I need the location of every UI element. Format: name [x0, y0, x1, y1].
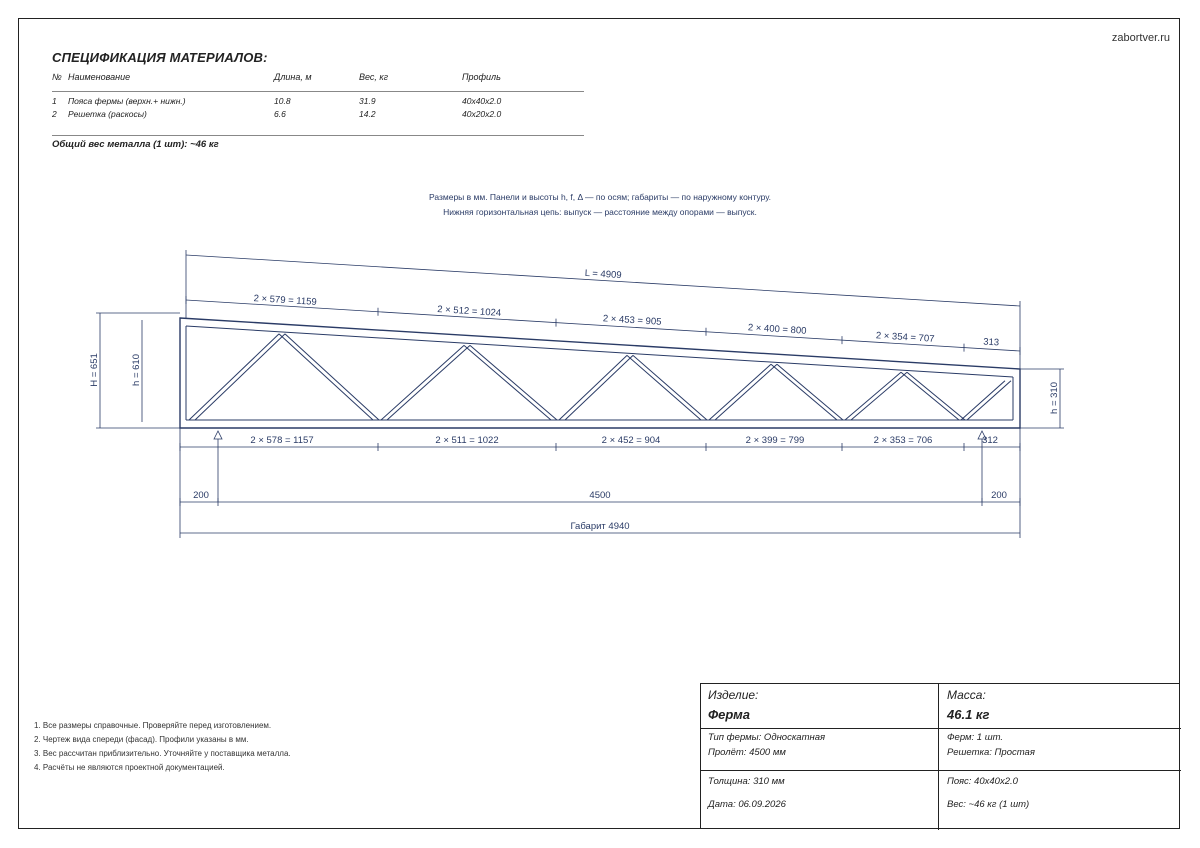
dim-top-3: 2 × 453 = 905 — [602, 313, 662, 328]
dim-bottom-3: 2 × 452 = 904 — [601, 435, 661, 446]
web-diagonal — [470, 345, 557, 420]
dim-bottom-1: 2 × 578 = 1157 — [250, 435, 314, 446]
web-diagonal — [961, 381, 1005, 420]
web-diagonal — [189, 334, 279, 420]
tb-span: Пролёт: 4500 мм — [708, 747, 786, 758]
spec-cell: Решетка (раскосы) — [68, 109, 147, 119]
spec-header-weight: Вес, кг — [359, 72, 389, 82]
truss-web-diagonals — [189, 334, 1011, 420]
tb-mass-label: Масса: — [947, 688, 986, 702]
spec-header-num: № — [52, 72, 62, 82]
tb-mass-value: 46.1 кг — [947, 707, 990, 722]
web-diagonal — [907, 372, 965, 420]
dim-top-6: 313 — [982, 336, 1000, 349]
spec-header-profile: Профиль — [462, 72, 501, 82]
spec-cell: 6.6 — [274, 109, 286, 119]
web-diagonal — [279, 334, 373, 420]
spec-cell: Пояса фермы (верхн.+ нижн.) — [68, 96, 186, 106]
dim-h-label: h = 610 — [131, 354, 142, 386]
general-notes — [34, 719, 291, 775]
dim-top-1: 2 × 579 = 1159 — [253, 293, 318, 308]
web-diagonal — [777, 364, 843, 420]
web-diagonal — [381, 345, 464, 420]
spec-total: Общий вес металла (1 шт): ~46 кг — [52, 139, 219, 150]
tb-product-value: Ферма — [708, 707, 750, 722]
web-diagonal — [851, 372, 907, 420]
web-diagonal — [387, 345, 470, 420]
web-diagonal — [559, 355, 627, 420]
dimension-note-1: Размеры в мм. Панели и высоты h, f, Δ — по осям; габариты — по наружному контуру. — [428, 192, 772, 202]
site-url: zabortver.ru — [1111, 32, 1170, 44]
tb-divider-h1 — [701, 728, 1181, 729]
web-diagonal — [715, 364, 777, 420]
dim-gabarit: Габарит 4940 — [570, 521, 630, 532]
web-diagonal — [633, 355, 707, 420]
spec-cell: 1 — [52, 96, 57, 106]
web-diagonal — [464, 345, 551, 420]
tb-divider-v — [938, 684, 939, 830]
note-item: 3. Вес рассчитан приблизительно. Уточняйте у поставщика металла. — [34, 749, 291, 758]
tb-divider-h2 — [701, 770, 1181, 771]
web-diagonal — [967, 381, 1011, 420]
dimension-ticks — [180, 296, 1020, 506]
tb-product-label: Изделие: — [708, 688, 759, 702]
tb-chord: Пояс: 40x40x2.0 — [947, 776, 1018, 787]
tb-weight: Вес: ~46 кг (1 шт) — [947, 799, 1030, 810]
dim-overhang-left: 200 — [193, 490, 209, 501]
web-diagonal — [845, 372, 901, 420]
dim-overhang-right: 200 — [991, 490, 1007, 501]
tb-thickness: Толщина: 310 мм — [708, 776, 785, 787]
note-item: 2. Чертеж вида спереди (фасад). Профили указаны в мм. — [34, 735, 249, 744]
dim-top-4: 2 × 400 = 800 — [747, 322, 807, 337]
tb-count: Ферм: 1 шт. — [947, 732, 1004, 743]
tb-date: Дата: 06.09.2026 — [708, 799, 786, 810]
web-diagonal — [771, 364, 837, 420]
spec-cell: 10.8 — [274, 96, 291, 106]
spec-title: СПЕЦИФИКАЦИЯ МАТЕРИАЛОВ: — [52, 50, 268, 65]
spec-header-name: Наименование — [68, 72, 131, 82]
spec-cell: 14.2 — [359, 109, 376, 119]
dim-support-span: 4500 — [589, 490, 611, 501]
dim-bottom-2: 2 × 511 = 1022 — [435, 435, 499, 446]
spec-cell: 2 — [52, 109, 57, 119]
web-diagonal — [285, 334, 379, 420]
spec-cell: 40x20x2.0 — [462, 109, 502, 119]
dim-H-label: H = 651 — [89, 353, 100, 387]
web-diagonal — [627, 355, 701, 420]
dim-h-right-label: h = 310 — [1049, 382, 1060, 414]
web-diagonal — [709, 364, 771, 420]
dimension-note-2: Нижняя горизонтальная цепь: выпуск — расстояние между опорами — выпуск. — [443, 207, 757, 217]
dim-L-label: L = 4909 — [584, 267, 622, 282]
dim-top-2: 2 × 512 = 1024 — [436, 304, 502, 319]
spec-cell: 40x40x2.0 — [462, 96, 502, 106]
dim-bottom-5: 2 × 353 = 706 — [873, 435, 933, 446]
note-item: 1. Все размеры справочные. Проверяйте перед изготовлением. — [34, 721, 272, 730]
tb-truss-type: Тип фермы: Односкатная — [708, 732, 826, 743]
title-block — [700, 683, 1180, 829]
web-diagonal — [195, 334, 285, 420]
dim-top-5: 2 × 354 = 707 — [875, 330, 935, 345]
web-diagonal — [565, 355, 633, 420]
dim-bottom-6: 312 — [982, 435, 998, 446]
dim-bottom-4: 2 × 399 = 799 — [745, 435, 805, 446]
spec-cell: 31.9 — [359, 96, 376, 106]
spec-header-length: Длина, м — [274, 72, 312, 82]
note-item: 4. Расчёты не являются проектной документацией. — [34, 763, 225, 772]
tb-lattice: Решетка: Простая — [947, 747, 1035, 758]
support-left — [214, 431, 222, 439]
web-diagonal — [901, 372, 959, 420]
